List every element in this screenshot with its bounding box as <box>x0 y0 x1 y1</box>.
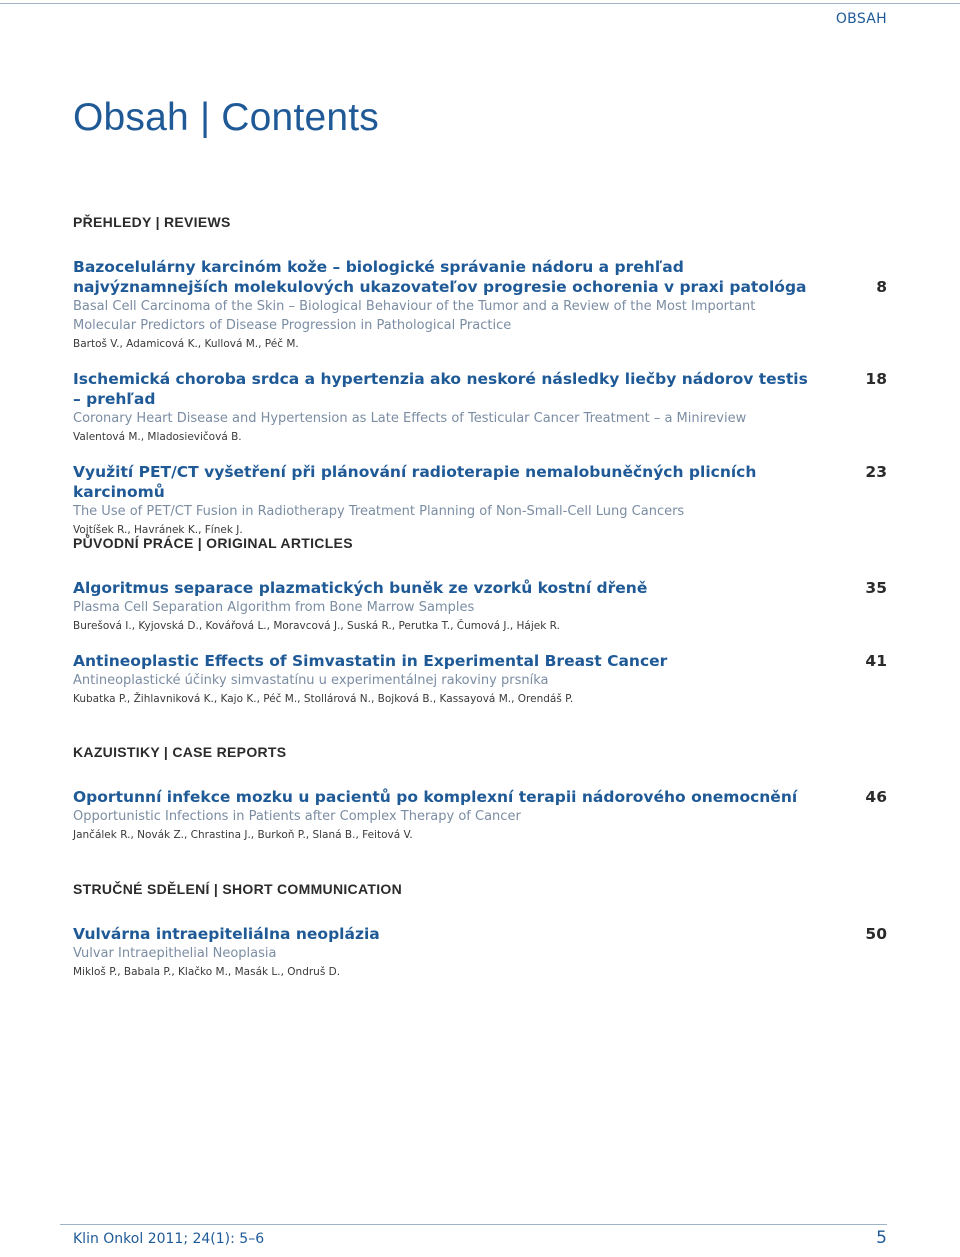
footer-rule <box>60 1224 887 1225</box>
entry-title[interactable]: Oportunní infekce mozku u pacientů po komplexní terapii nádorového onemocnění <box>73 788 798 806</box>
entry-page-number: 8 <box>876 278 887 296</box>
toc-entry[interactable] <box>73 369 887 445</box>
section-short-communication <box>73 881 887 997</box>
entry-authors: Valentová M., Mladosievičová B. <box>73 431 242 443</box>
entry-page-number: 50 <box>865 925 887 943</box>
entry-authors: Burešová I., Kyjovská D., Kovářová L., Moravcová J., Suská R., Perutka T., Čumová J., Hájek R. <box>73 620 560 632</box>
header-rule <box>0 3 960 4</box>
entry-authors: Jančálek R., Novák Z., Chrastina J., Burkoň P., Slaná B., Feitová V. <box>73 829 413 841</box>
toc-entry[interactable] <box>73 257 887 352</box>
entry-subtitle: The Use of PET/CT Fusion in Radiotherapy Treatment Planning of Non-Small-Cell Lung Cancers <box>73 504 685 519</box>
section-heading: PŘEHLEDY | REVIEWS <box>73 214 231 230</box>
entry-authors: Vojtíšek R., Havránek K., Fínek J. <box>73 524 243 536</box>
section-heading: STRUČNÉ SDĚLENÍ | SHORT COMMUNICATION <box>73 881 402 897</box>
toc-entry[interactable] <box>73 578 887 634</box>
entry-page-number: 18 <box>865 370 887 388</box>
section-heading: PŮVODNÍ PRÁCE | ORIGINAL ARTICLES <box>73 535 353 551</box>
entry-subtitle: Coronary Heart Disease and Hypertension as Late Effects of Testicular Cancer Treatment – a Minireview <box>73 411 747 426</box>
toc-entry[interactable] <box>73 462 887 538</box>
toc-entry[interactable] <box>73 924 887 980</box>
section-original-articles <box>73 535 887 724</box>
journal-reference: Klin Onkol 2011; 24(1): 5–6 <box>73 1231 265 1247</box>
entry-title[interactable]: Využití PET/CT vyšetření při plánování radioterapie nemalobuněčných plicních karcinomů <box>73 463 757 501</box>
entry-subtitle: Vulvar Intraepithelial Neoplasia <box>73 946 277 961</box>
entry-authors: Bartoš V., Adamicová K., Kullová M., Péč M. <box>73 338 299 350</box>
page-title: Obsah | Contents <box>73 96 380 139</box>
running-head: OBSAH <box>835 11 887 27</box>
section-heading: KAZUISTIKY | CASE REPORTS <box>73 744 287 760</box>
entry-subtitle: Plasma Cell Separation Algorithm from Bone Marrow Samples <box>73 600 475 615</box>
entry-subtitle: Opportunistic Infections in Patients after Complex Therapy of Cancer <box>73 809 521 824</box>
toc-entry[interactable] <box>73 787 887 843</box>
entry-subtitle: Antineoplastické účinky simvastatínu u experimentálnej rakoviny prsníka <box>73 673 549 688</box>
entry-authors: Mikloš P., Babala P., Klačko M., Masák L., Ondruš D. <box>73 966 341 978</box>
section-reviews <box>73 214 887 555</box>
entry-title[interactable]: Antineoplastic Effects of Simvastatin in Experimental Breast Cancer <box>73 652 668 670</box>
entry-title[interactable]: Bazocelulárny karcinóm kože – biologické správanie nádoru a prehľad najvýznamnejších molekulových ukazovateľov progresie ochorenia v praxi patológa <box>73 258 807 296</box>
entry-title[interactable]: Algoritmus separace plazmatických buněk ze vzorků kostní dřeně <box>73 579 648 597</box>
page-number: 5 <box>876 1228 887 1248</box>
entry-page-number: 46 <box>865 788 887 806</box>
entry-title[interactable]: Vulvárna intraepiteliálna neoplázia <box>73 925 380 943</box>
entry-authors: Kubatka P., Žihlavniková K., Kajo K., Péč M., Stollárová N., Bojková B., Kassayová M., Orendáš P. <box>73 693 574 705</box>
section-case-reports <box>73 744 887 860</box>
entry-title[interactable]: Ischemická choroba srdca a hypertenzia ako neskoré následky liečby nádorov testis – prehľad <box>73 370 808 408</box>
toc-entry[interactable] <box>73 651 887 707</box>
entry-page-number: 41 <box>865 652 887 670</box>
entry-page-number: 35 <box>865 579 887 597</box>
entry-page-number: 23 <box>865 463 887 481</box>
entry-subtitle: Basal Cell Carcinoma of the Skin – Biological Behaviour of the Tumor and a Review of the Most Important Molecular Predictors of Disease Progression in Pathological Practice <box>73 299 756 333</box>
